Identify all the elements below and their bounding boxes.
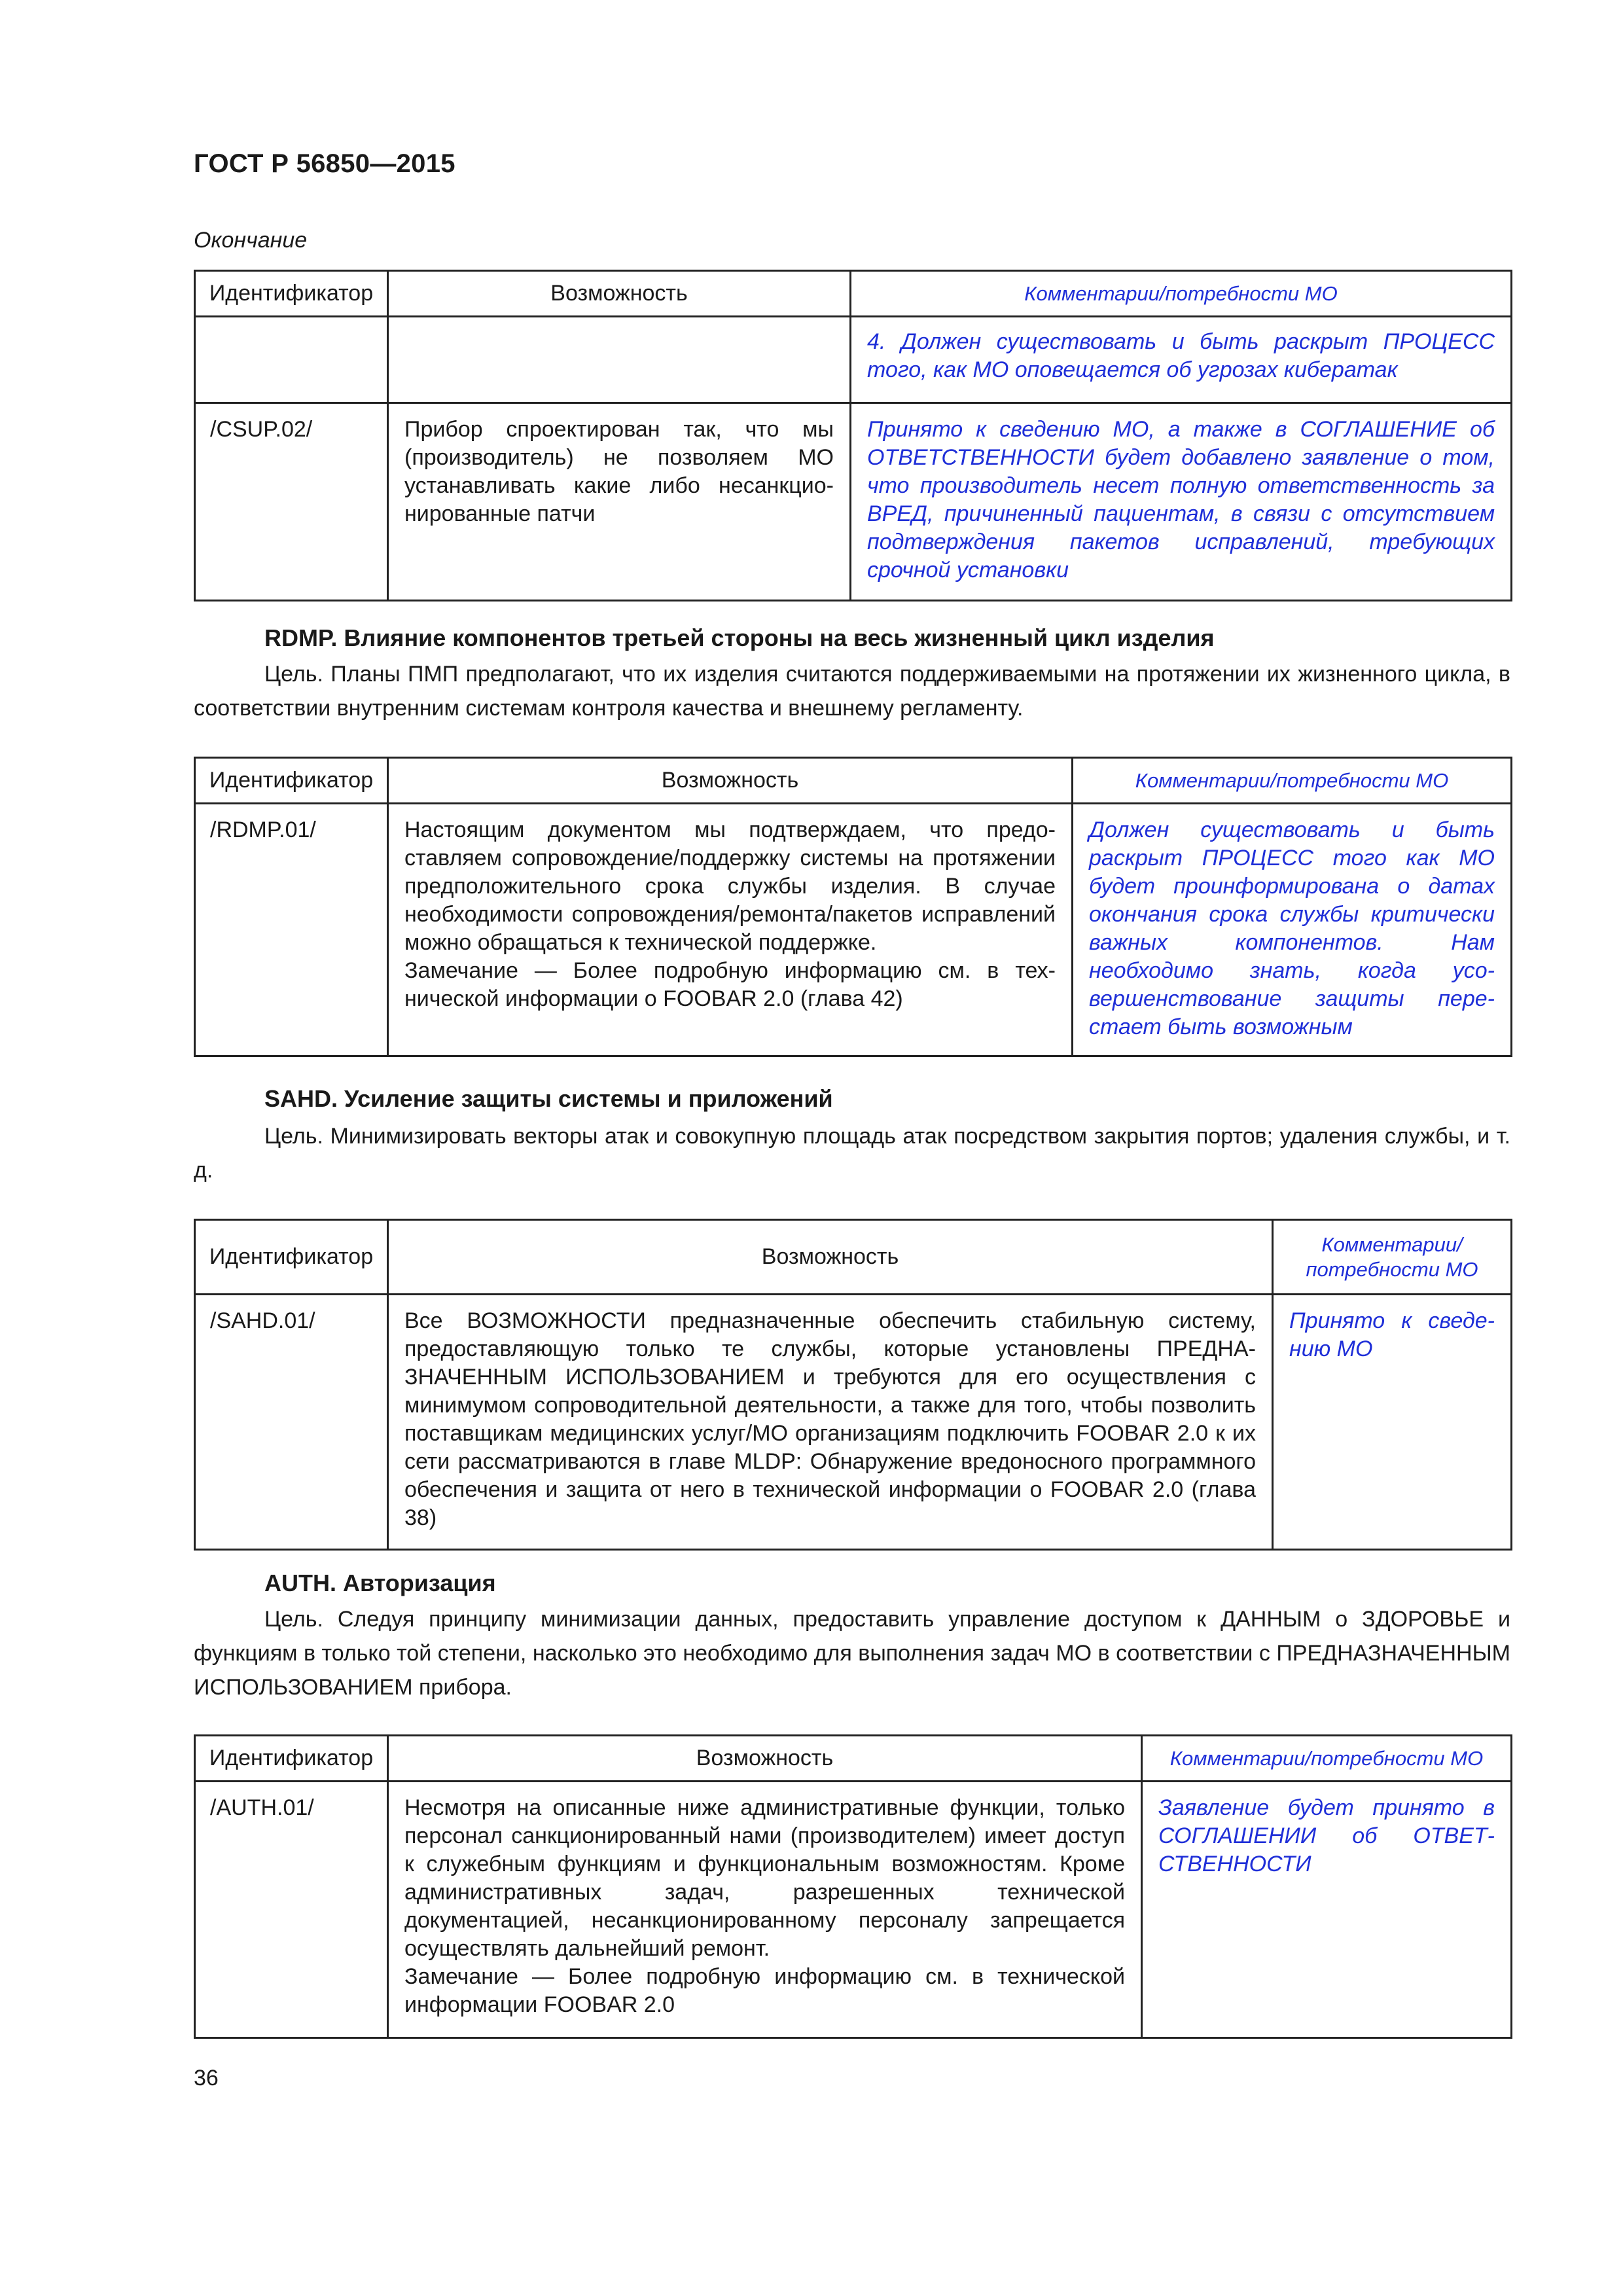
cell-capability <box>388 317 851 403</box>
cell-comment <box>851 403 1512 601</box>
comment-text: Принято к сведению МО, а также в СОГЛАШЕНИЕ об ОТВЕТСТВЕННОСТИ будет добавлено заявление о том, что производитель несет полную ответственность за ВРЕД, причиненный пациентам, в связи с отсутствием подтверждения пакетов исправлений, требующих срочной установки <box>867 417 1495 583</box>
column-header-capability: Возможность <box>388 1736 1142 1782</box>
column-header-capability: Возможность <box>388 1220 1273 1295</box>
table-row <box>195 317 1512 403</box>
column-header-comments: Комментарии/потребности МО <box>851 271 1512 317</box>
column-header-comments: Комментарии/потребности МО <box>1142 1736 1512 1782</box>
section-title-sahd: SAHD. Усиление защиты системы и приложений <box>264 1085 833 1112</box>
table-row <box>195 403 1512 601</box>
column-header-identifier: Идентификатор <box>195 758 388 804</box>
column-header-identifier: Идентификатор <box>195 1220 388 1295</box>
page-number: 36 <box>194 2066 219 2090</box>
section-goal-rdmp: Цель. Планы ПМП предполагают, что их изделия считаются поддерживаемыми на протяжении их жизненного цикла, в соответствии внутренним системам контроля качества и внешнему регламенту. <box>194 662 1510 721</box>
cell-capability <box>388 1782 1142 2038</box>
column-header-identifier: Идентификатор <box>195 271 388 317</box>
cell-comment <box>1273 1295 1512 1550</box>
continuation-label: Окончание <box>194 228 308 253</box>
cell-comment <box>851 317 1512 403</box>
cell-capability <box>388 1295 1273 1550</box>
comment-text: Должен существовать и быть раскрыт ПРОЦЕСС того как МО будет проинформирована о датах окончания срока службы критически важных компонентов. Нам необходимо знать, когда усовершенствование защиты перестает быть возможным <box>1089 817 1495 1039</box>
requirements-table-sahd <box>194 1219 1512 1551</box>
section-goal-auth: Цель. Следуя принципу минимизации данных, предоставить управление доступом к ДАННЫМ о ЗДОРОВЬЕ и функциям в только той степени, насколько это необходимо для выполнения задач МО в соответствии с ПРЕДНАЗНАЧЕННЫМ ИСПОЛЬЗОВАНИЕМ прибора. <box>194 1607 1510 1700</box>
column-header-comments: Комментарии/ потребности МО <box>1273 1220 1512 1295</box>
table-row <box>195 1295 1512 1550</box>
capability-text: Несмотря на описанные ниже административные функции, только персонал санкционированный нами (производителем) имеет доступ к служебным функциям и функциональным возможностям. Кроме административных задач, разрешенных технической документацией, несанкционированному персоналу запрещается осуществлять дальнейший ремонт. <box>404 1795 1125 1961</box>
cell-comment <box>1142 1782 1512 2038</box>
cell-capability <box>388 804 1073 1056</box>
capability-text: Настоящим документом мы подтверждаем, что предоставляем сопровождение/поддержку системы на протяжении предположительного срока службы изделия. В случае необходимости сопровождения/ремонта/пакетов исправлений можно обращаться к технической поддержке. <box>404 817 1056 955</box>
requirements-table-rdmp <box>194 757 1512 1057</box>
cell-identifier: /SAHD.01/ <box>195 1295 388 1550</box>
requirements-table-csup <box>194 270 1512 601</box>
section-title-auth: AUTH. Авторизация <box>264 1570 496 1596</box>
cell-identifier: /CSUP.02/ <box>195 403 388 601</box>
cell-identifier: /AUTH.01/ <box>195 1782 388 2038</box>
column-header-identifier: Идентификатор <box>195 1736 388 1782</box>
capability-note: Замечание — Более подробную информацию см. в технической информации о FOOBAR 2.0 (глава 42) <box>404 958 1056 1011</box>
table-row <box>195 804 1512 1056</box>
cell-capability <box>388 403 851 601</box>
comment-text: 4. Должен существовать и быть раскрыт ПРОЦЕСС того, как МО оповещается об угрозах кибератак <box>867 329 1495 382</box>
column-header-capability: Возможность <box>388 271 851 317</box>
comment-text: Принято к сведению МО <box>1289 1308 1495 1361</box>
capability-note: Замечание — Более подробную информацию см. в технической информации FOOBAR 2.0 <box>404 1964 1125 2017</box>
cell-identifier: /RDMP.01/ <box>195 804 388 1056</box>
section-title-rdmp: RDMP. Влияние компонентов третьей стороны на весь жизненный цикл изделия <box>264 624 1215 651</box>
document-code: ГОСТ Р 56850—2015 <box>194 149 455 178</box>
capability-text: Все ВОЗМОЖНОСТИ предназначенные обеспечить стабильную систему, предоставляющую только те службы, которые установлены ПРЕДНАЗНАЧЕННЫМ ИСПОЛЬЗОВАНИЕМ и требуются для его осуществления с минимумом сопроводительной деятельности, а также для того, чтобы позволить поставщикам медицинских услуг/МО организациям подключить FOOBAR 2.0 к их сети рассматриваются в главе MLDP: Обнаружение вредоносного программного обеспечения и защита от него в технической информации о FOOBAR 2.0 (глава 38) <box>404 1308 1256 1530</box>
section-goal-sahd: Цель. Минимизировать векторы атак и совокупную площадь атак посредством закрытия портов; удаления службы, и т. д. <box>194 1124 1510 1183</box>
comment-text: Заявление будет принято в СОГЛАШЕНИИ об ОТВЕТСТВЕННОСТИ <box>1158 1795 1495 1876</box>
cell-comment <box>1073 804 1512 1056</box>
cell-identifier <box>195 317 388 403</box>
requirements-table-auth <box>194 1734 1512 2039</box>
table-row <box>195 1782 1512 2038</box>
column-header-capability: Возможность <box>388 758 1073 804</box>
capability-text: Прибор спроектирован так, что мы (производитель) не позволяем МО устанавливать какие либо несанкционированные патчи <box>404 417 834 526</box>
column-header-comments: Комментарии/потребности МО <box>1073 758 1512 804</box>
